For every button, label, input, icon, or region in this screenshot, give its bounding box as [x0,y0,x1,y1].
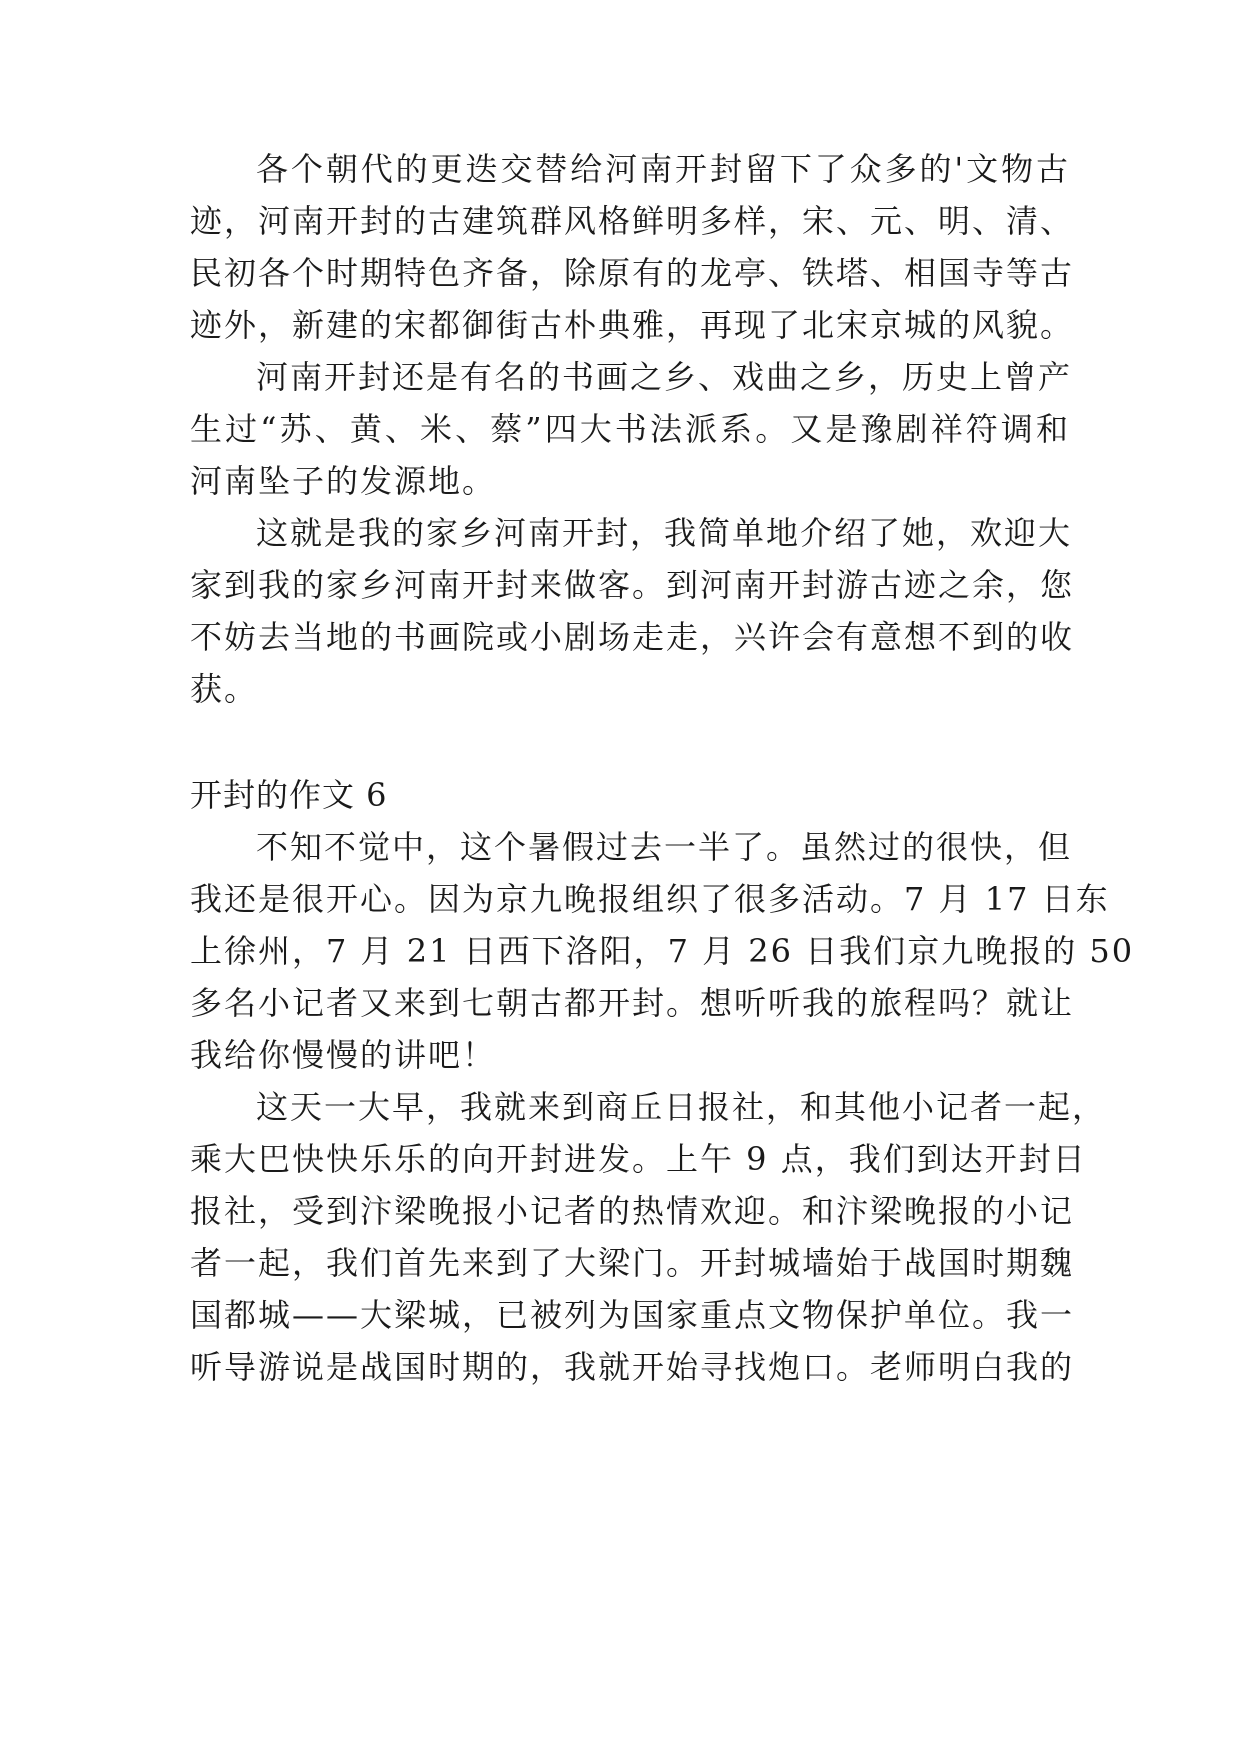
text-line: 生过“苏、黄、米、蔡”四大书法派系。又是豫剧祥符调和 [190,410,1070,448]
text-line: 上徐州，7 月 21 日西下洛阳，7 月 26 日我们京九晚报的 50 [190,932,1135,970]
text-line: 国都城——大梁城，已被列为国家重点文物保护单位。我一 [190,1296,1075,1334]
text-line: 迹，河南开封的古建筑群风格鲜明多样，宋、元、明、清、 [190,202,1075,240]
text-line: 这天一大早，我就来到商丘日报社，和其他小记者一起， [256,1088,1107,1126]
text-line: 民初各个时期特色齐备，除原有的龙亭、铁塔、相国寺等古 [190,254,1075,292]
text-line: 报社，受到汴梁晚报小记者的热情欢迎。和汴梁晚报的小记 [190,1192,1075,1230]
text-line: 获。 [190,670,259,708]
text-line: 迹外，新建的宋都御街古朴典雅，再现了北宋京城的风貌。 [190,306,1075,344]
text-line: 者一起，我们首先来到了大梁门。开封城墙始于战国时期魏 [190,1244,1075,1282]
text-line: 多名小记者又来到七朝古都开封。想听听我的旅程吗？就让 [190,984,1075,1022]
text-line: 家到我的家乡河南开封来做客。到河南开封游古迹之余，您 [190,566,1075,604]
text-line: 乘大巴快快乐乐的向开封进发。上午 9 点，我们到达开封日 [190,1140,1087,1178]
text-line: 河南坠子的发源地。 [190,462,497,500]
text-line: 我还是很开心。因为京九晚报组织了很多活动。7 月 17 日东 [190,880,1110,918]
text-line: 不妨去当地的书画院或小剧场走走，兴许会有意想不到的收 [190,618,1075,656]
text-line: 听导游说是战国时期的，我就开始寻找炮口。老师明白我的 [190,1348,1075,1386]
text-line: 我给你慢慢的讲吧！ [190,1036,497,1074]
text-line: 各个朝代的更迭交替给河南开封留下了众多的'文物古 [256,150,1070,188]
text-line: 这就是我的家乡河南开封，我简单地介绍了她，欢迎大 [256,514,1073,552]
essay-title: 开封的作文 6 [190,776,388,814]
text-line: 不知不觉中，这个暑假过去一半了。虽然过的很快，但 [256,828,1073,866]
text-line: 河南开封还是有名的书画之乡、戏曲之乡，历史上曾产 [256,358,1073,396]
